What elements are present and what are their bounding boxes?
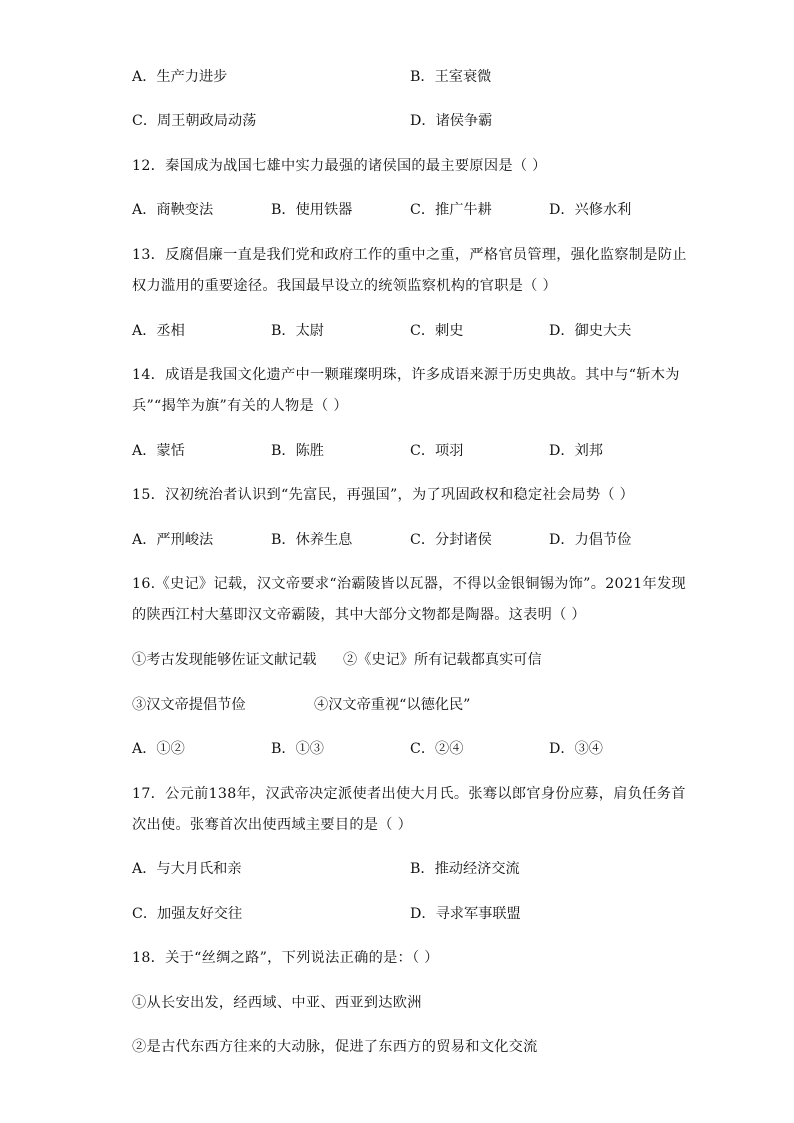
q15-stem: 15．汉初统治者认识到“先富民，再强国”，为了巩固政权和稳定社会局势（ ）: [132, 487, 635, 503]
q16-statement-3: ③汉文帝提倡节俭: [132, 697, 246, 713]
q18-statement-1: ①从长安出发，经西域、中亚、西亚到达欧洲: [132, 995, 422, 1011]
q14-stem-line-2: 兵”“揭竿为旗”有关的人物是（ ）: [132, 398, 348, 414]
q17-option-b: B．推动经济交流: [410, 861, 520, 877]
q16-stem-line-1: 16.《史记》记载，汉文帝要求“治霸陵皆以瓦器，不得以金银铜锡为饰”。2021年发现: [132, 576, 686, 592]
q15-option-d: D．力倡节俭: [549, 532, 632, 548]
q16-stem-line-2: 的陕西江村大墓即汉文帝霸陵，其中大部分文物都是陶器。这表明（ ）: [132, 607, 586, 623]
q12-stem: 12．秦国成为战国七雄中实力最强的诸侯国的最主要原因是（ ）: [132, 158, 547, 174]
q11-option-a: A．生产力进步: [132, 69, 228, 85]
q11-option-b: B．王室衰微: [410, 69, 492, 85]
q14-option-a: A．蒙恬: [132, 443, 185, 459]
q16-statement-4: ④汉文帝重视“以德化民”: [314, 697, 471, 713]
q18-statement-2: ②是古代东西方往来的大动脉，促进了东西方的贸易和文化交流: [132, 1039, 538, 1055]
q13-option-d: D．御史大夫: [549, 323, 632, 339]
q17-option-a: A．与大月氏和亲: [132, 861, 242, 877]
q14-stem-line-1: 14．成语是我国文化遗产中一颗璀璨明珠，许多成语来源于历史典故。其中与“斩木为: [132, 367, 680, 383]
q13-option-c: C．刺史: [410, 323, 464, 339]
q16-option-a: A．①②: [132, 741, 185, 757]
q13-option-a: A．丞相: [132, 323, 185, 339]
q16-option-d: D．③④: [549, 741, 603, 757]
q14-option-b: B．陈胜: [271, 443, 324, 459]
q13-option-b: B．太尉: [271, 323, 324, 339]
q12-option-d: D．兴修水利: [549, 202, 632, 218]
q11-option-d: D．诸侯争霸: [410, 113, 493, 129]
q14-option-c: C．项羽: [410, 443, 464, 459]
q17-stem-line-2: 次出使。张骞首次出使西域主要目的是（ ）: [132, 817, 413, 833]
q13-stem-line-2: 权力滥用的重要途径。我国最早设立的统领监察机构的官职是（ ）: [132, 278, 557, 294]
q16-statement-1: ①考古发现能够佐证文献记载: [132, 652, 317, 668]
q18-stem: 18．关于“丝绸之路”，下列说法正确的是：（ ）: [132, 950, 439, 966]
q17-option-d: D．寻求军事联盟: [410, 906, 521, 922]
q12-option-c: C．推广牛耕: [410, 202, 492, 218]
q15-option-b: B．休养生息: [271, 532, 353, 548]
q12-option-a: A．商鞅变法: [132, 202, 214, 218]
q16-option-c: C．②④: [410, 741, 464, 757]
q15-option-c: C．分封诸侯: [410, 532, 492, 548]
q16-option-b: B．①③: [271, 741, 324, 757]
q12-option-b: B．使用铁器: [271, 202, 353, 218]
q14-option-d: D．刘邦: [549, 443, 603, 459]
q11-option-c: C．周王朝政局动荡: [132, 113, 257, 129]
q17-stem-line-1: 17．公元前138年，汉武帝决定派使者出使大月氏。张骞以郎官身份应募，肩负任务首: [132, 786, 686, 802]
q16-statement-2: ②《史记》所有记载都真实可信: [343, 652, 542, 668]
q13-stem-line-1: 13．反腐倡廉一直是我们党和政府工作的重中之重，严格官员管理，强化监察制是防止: [132, 247, 687, 263]
q17-option-c: C．加强友好交往: [132, 906, 243, 922]
q15-option-a: A．严刑峻法: [132, 532, 214, 548]
